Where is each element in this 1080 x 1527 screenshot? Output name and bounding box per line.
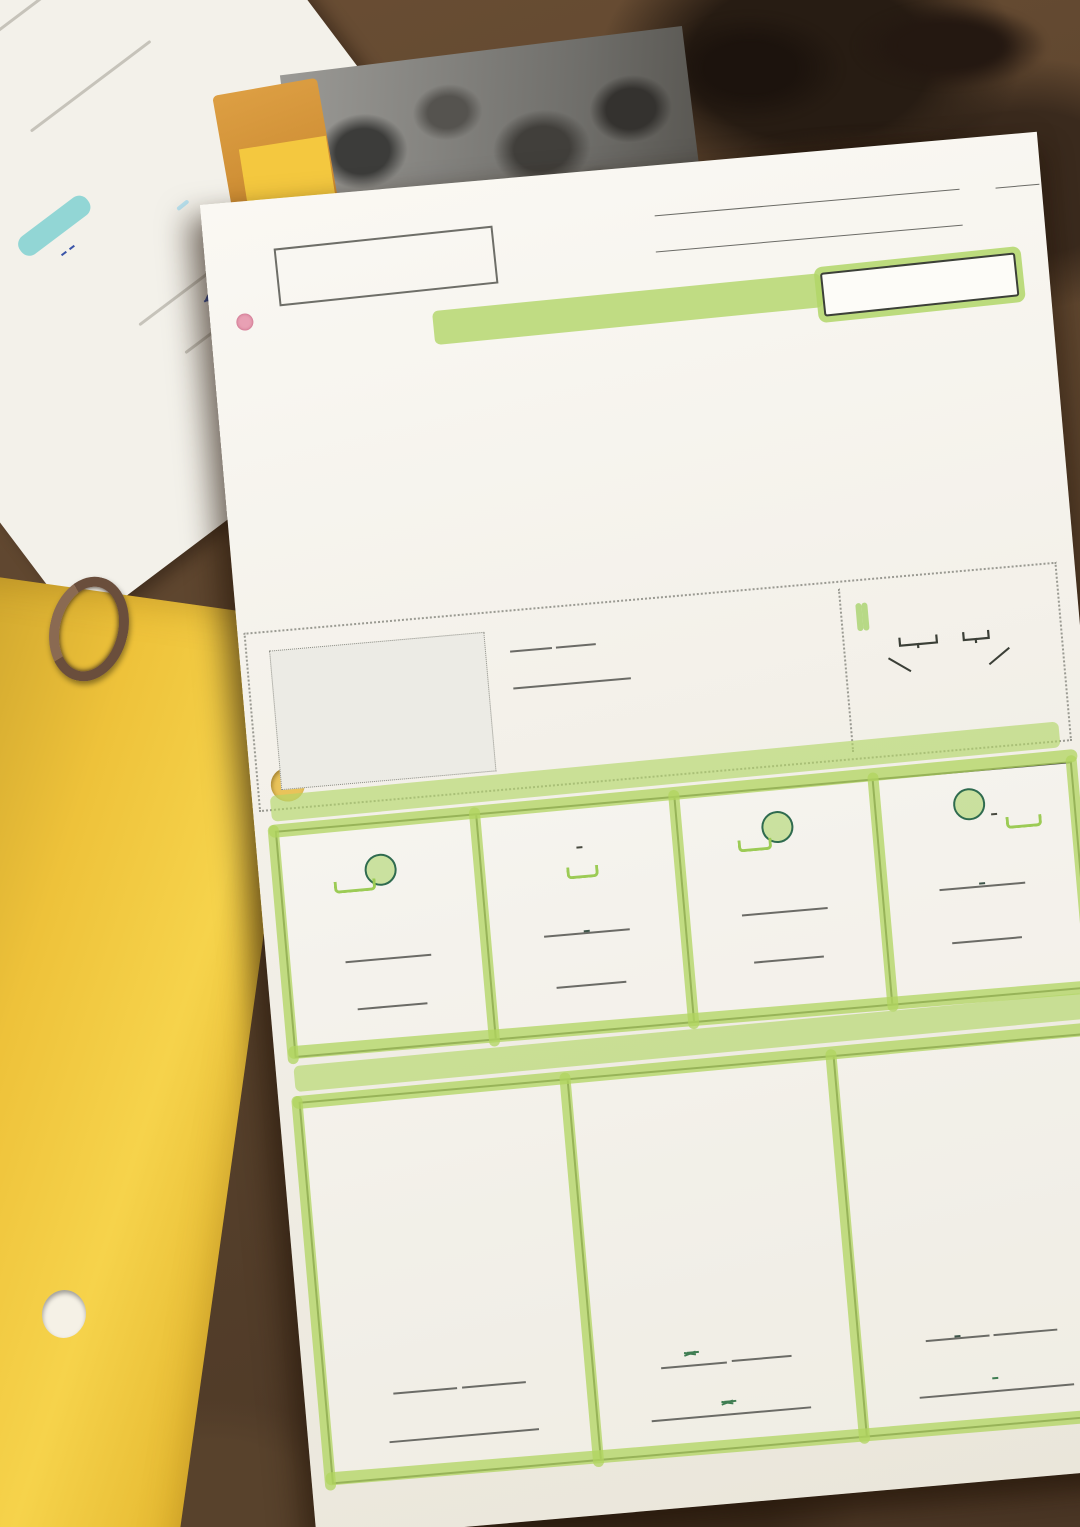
highlight-bracket	[334, 878, 377, 894]
highlight-bracket	[737, 838, 772, 853]
problem-7-cell	[833, 1034, 1080, 1436]
date-line	[656, 225, 963, 253]
question-a	[287, 448, 775, 491]
table-grid	[299, 1032, 1080, 1484]
teal-highlight-smudge	[14, 192, 94, 260]
period-line	[996, 184, 1040, 189]
equation-answer-row	[597, 1380, 863, 1427]
m-blank	[508, 624, 552, 652]
frac-num	[991, 812, 997, 815]
yint-blank	[554, 963, 625, 989]
b-blank	[554, 620, 596, 648]
equation-fraction	[991, 812, 997, 815]
crossed-out-fraction	[724, 1400, 730, 1403]
yint-blank	[752, 938, 823, 964]
yint-connector	[989, 647, 1010, 665]
crossed-out-fraction	[687, 1351, 693, 1354]
problem-4-equation	[875, 779, 1074, 833]
result-fraction	[69, 245, 75, 250]
problem-2-cell	[475, 798, 693, 1038]
unit-box	[274, 226, 499, 307]
equation-answer	[723, 1390, 737, 1413]
work-fraction	[61, 251, 67, 256]
b-brace	[960, 627, 995, 646]
slope-blank	[740, 889, 827, 916]
slope-answer-fraction	[582, 914, 589, 930]
problem-4-cell	[872, 763, 1080, 1003]
equation-blank	[917, 1361, 1074, 1398]
b-blank	[730, 1337, 792, 1362]
definition-text	[508, 600, 833, 703]
definition-title-box	[269, 632, 496, 790]
faint-print-line	[30, 40, 152, 133]
m-fraction	[953, 1319, 960, 1335]
linear-blank	[511, 655, 631, 690]
m-blank	[659, 1340, 727, 1370]
problem-1-equation	[280, 845, 481, 899]
m-blank	[392, 1369, 457, 1395]
faint-print-line	[0, 0, 83, 27]
equation-answer-row	[863, 1357, 1080, 1404]
problem-5-cell	[301, 1080, 600, 1482]
equation-answer	[991, 1367, 999, 1389]
faint-print-line	[0, 0, 139, 65]
problem-2-equation	[480, 828, 678, 865]
frac-num	[953, 1318, 961, 1337]
problem-3-cell	[673, 781, 891, 1021]
yint-blank	[356, 984, 427, 1010]
yint-blank	[950, 918, 1021, 944]
problem-6-cell	[567, 1057, 866, 1459]
dotted-divider	[838, 589, 854, 753]
yint-answer-row	[291, 979, 491, 1016]
work-numerator	[61, 251, 67, 256]
yint-answer-row	[887, 913, 1080, 950]
mb-answer-row	[592, 1328, 858, 1375]
equation-answer-row	[329, 1405, 597, 1448]
highlight-bracket	[1005, 814, 1042, 829]
b-blank	[992, 1311, 1057, 1337]
equation-blank	[649, 1384, 810, 1422]
result-numerator	[69, 245, 75, 250]
equation-fraction	[992, 1377, 998, 1380]
mx-brace	[896, 632, 945, 652]
slope-connector	[888, 657, 912, 672]
b-blank	[460, 1363, 525, 1389]
liam-savings-graph	[764, 296, 1076, 472]
frac-num	[687, 1351, 693, 1354]
slope-blank	[937, 864, 1024, 891]
frac-num	[582, 913, 590, 932]
undefined-answer-highlight	[176, 199, 189, 211]
problems-5-7-table	[299, 1032, 1080, 1480]
mb-answer-row	[858, 1305, 1080, 1348]
frac-num	[992, 1377, 998, 1380]
mb-answer-row	[325, 1357, 593, 1400]
formula-b	[861, 602, 869, 630]
highlight-bracket	[566, 865, 599, 880]
name-line	[655, 189, 960, 217]
yint-answer-row	[689, 932, 887, 969]
yint-answer-row	[491, 957, 689, 994]
circled-y-intercept	[952, 787, 987, 822]
slope-work-handwriting	[56, 238, 79, 261]
formula-ymxb	[855, 602, 869, 632]
problem-1-cell	[277, 815, 495, 1055]
unit-line2	[286, 235, 481, 255]
slope-blank	[343, 936, 430, 963]
slope-answer-row	[287, 931, 487, 968]
slope-answer-fraction	[977, 867, 984, 884]
equation-fraction	[576, 846, 582, 849]
frac-num	[977, 866, 985, 885]
equation-blank	[387, 1410, 538, 1443]
slope-answer-row	[487, 906, 685, 943]
slope-answer-row	[685, 884, 883, 921]
slope-blank	[542, 910, 629, 937]
question-b	[293, 514, 781, 557]
slope-answer-row	[882, 859, 1080, 896]
pink-hole-sticker	[236, 313, 254, 331]
problem-3-equation	[677, 803, 876, 857]
problem-7-graph	[844, 1042, 1080, 1218]
worksheet-page	[200, 132, 1080, 1527]
m-answer	[686, 1341, 700, 1364]
m-blank	[924, 1317, 989, 1343]
unit-line1	[286, 235, 481, 255]
frac-num	[576, 846, 582, 849]
frac-num	[724, 1400, 730, 1403]
